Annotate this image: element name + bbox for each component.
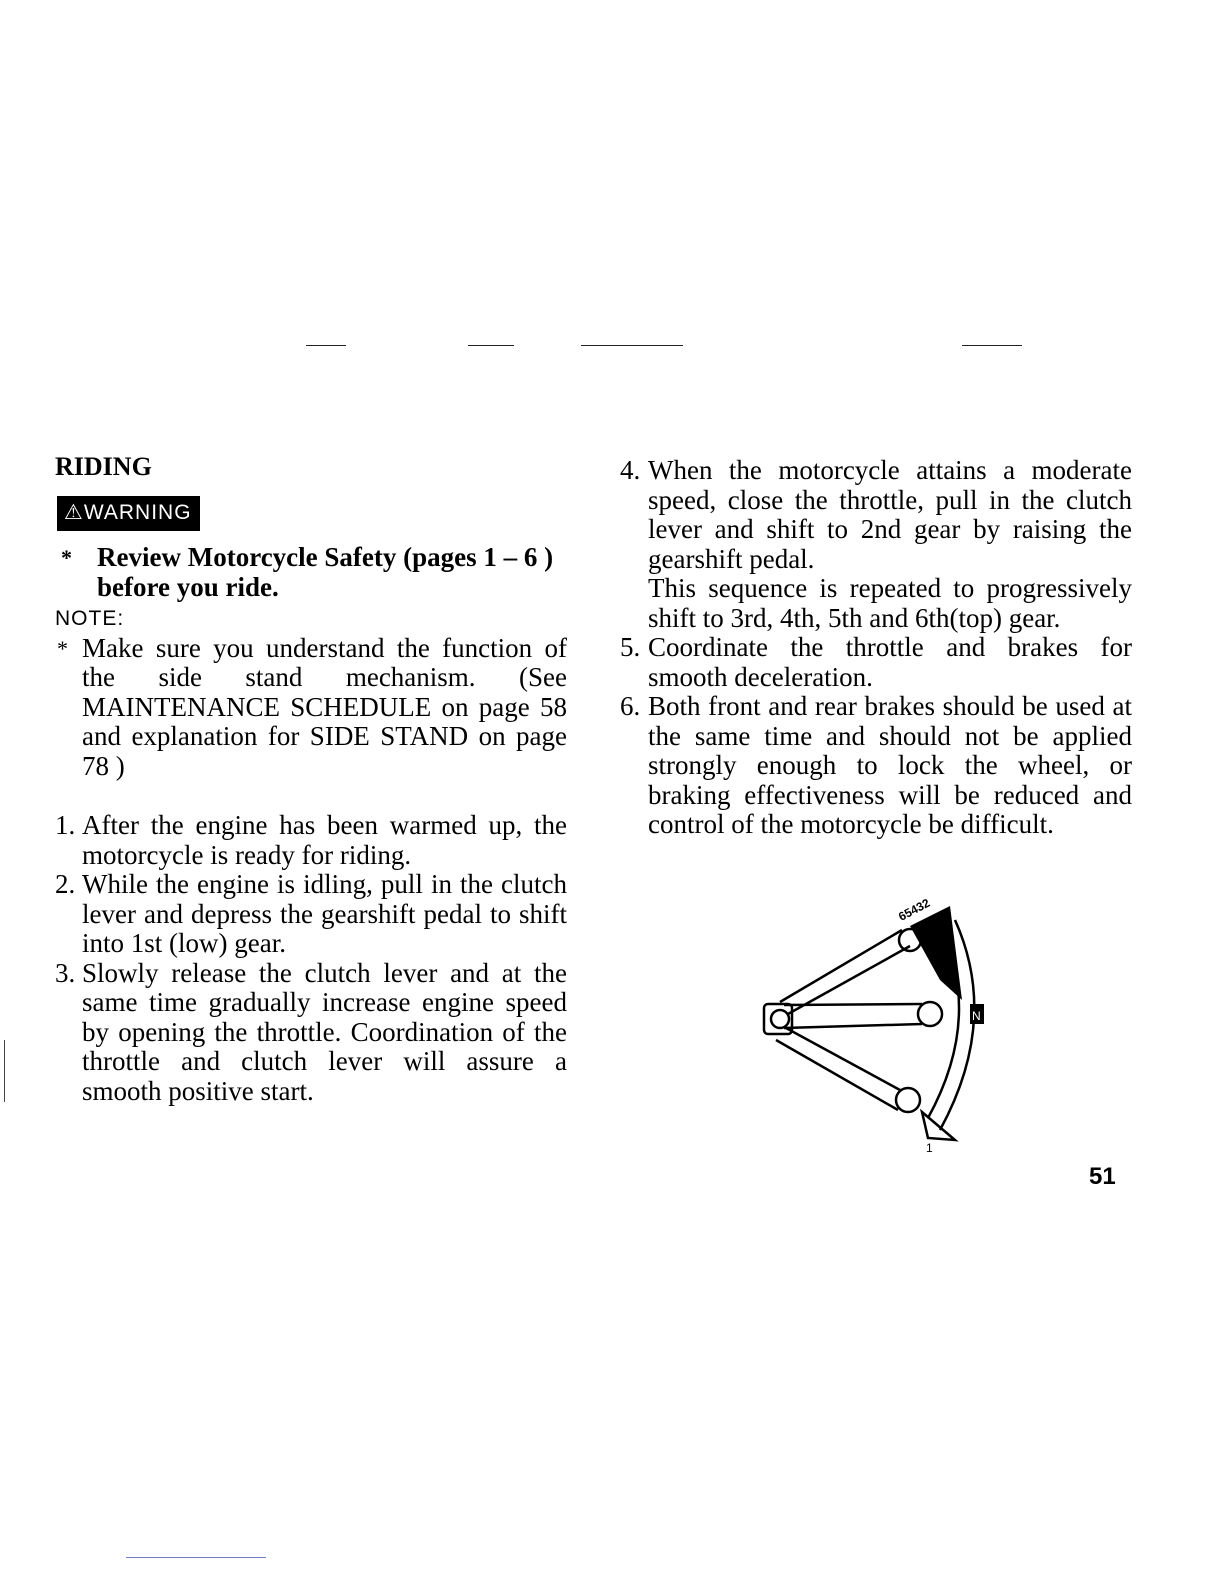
step-number: 4. (620, 455, 641, 485)
warning-bullet: * (61, 545, 72, 570)
down-arrow-head (922, 1112, 955, 1140)
upshift-arrow-fill (910, 906, 962, 1000)
right-column (620, 456, 1132, 840)
low-gear-mark: 1 (926, 1141, 933, 1155)
page-number: 51 (1089, 1163, 1116, 1190)
note-text: Make sure you understand the function of the side stand mechanism. (See MAINTENANCE SCHEDULE on page 58 and explanation for SIDE STAND on page 78 ) (82, 632, 567, 781)
left-column (55, 452, 567, 1106)
step-4 (620, 456, 1132, 633)
step-text: When the motorcycle attains a moderate speed, close the throttle, pull in the clutch lever and shift to 2nd gear by raising the gearshift pedal. (648, 455, 1132, 574)
upper-arm-top (780, 930, 902, 1002)
section-title: RIDING (55, 452, 152, 481)
step-3 (55, 959, 567, 1107)
steps-list-left (55, 811, 567, 1106)
step-number: 5. (620, 632, 641, 662)
step-number: 2. (55, 869, 76, 899)
step-text: Both front and rear brakes should be used at the same time and should not be applied strongly enough to lock the wheel, or braking effectiveness will be reduced and control of the motorcycle be difficult. (648, 691, 1132, 839)
step-1 (55, 811, 567, 870)
step-number: 3. (55, 957, 76, 988)
top-rule-4 (962, 345, 1022, 346)
step-text: While the engine is idling, pull in the clutch lever and depress the gearshift pedal to shift into 1st (low) gear. (82, 869, 567, 958)
step-text: After the engine has been warmed up, the motorcycle is ready for riding. (82, 810, 567, 870)
middle-pivot (918, 1002, 942, 1026)
bottom-rule (126, 1557, 266, 1558)
note-item (55, 634, 567, 782)
neutral-label: N (972, 1009, 981, 1023)
lower-arm-top (786, 1028, 900, 1090)
gear-numbers-label: 65432 (896, 895, 933, 924)
middle-arm-bottom (784, 1024, 922, 1028)
step-5 (620, 633, 1132, 692)
step-number: 6. (620, 691, 641, 721)
lower-arm-bottom (776, 1040, 898, 1110)
warning-text: Review Motorcycle Safety (pages 1 – 6 ) before you ride. (97, 542, 554, 602)
warning-badge: ⚠WARNING (57, 496, 200, 531)
top-rule-1 (306, 345, 346, 346)
step-number: 1. (55, 810, 76, 840)
step-text: Coordinate the throttle and brakes for smooth deceleration. (648, 632, 1132, 692)
margin-mark (4, 1040, 5, 1102)
hub-bolt (771, 1010, 789, 1028)
top-rule-2 (468, 345, 514, 346)
step-2 (55, 870, 567, 959)
note-label: NOTE: (55, 607, 125, 630)
middle-arm-top (784, 1004, 922, 1005)
step-6 (620, 692, 1132, 840)
step-text: Slowly release the clutch lever and at the same time gradually increase engine speed by opening the throttle. Coordination of the throttle and clutch lever will assure a smooth positive start. (82, 957, 567, 1106)
gearshift-pattern-diagram (750, 890, 1000, 1160)
top-rule-3 (581, 345, 683, 346)
lower-pivot (896, 1088, 920, 1112)
warning-item (55, 543, 567, 602)
step-extra-text: This sequence is repeated to progressively shift to 3rd, 4th, 5th and 6th(top) gear. (648, 573, 1132, 633)
note-bullet: * (57, 635, 68, 661)
